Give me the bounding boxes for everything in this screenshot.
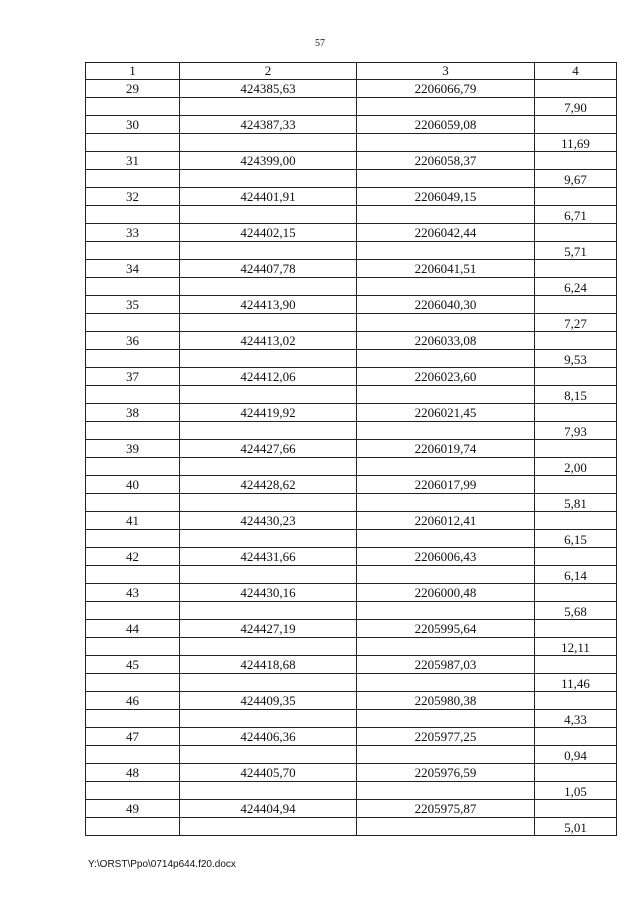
empty-cell <box>357 638 535 656</box>
column-header-4: 4 <box>535 63 617 80</box>
empty-cell <box>180 782 357 800</box>
table-row <box>86 656 617 674</box>
empty-cell <box>86 314 180 332</box>
empty-distance-cell <box>535 260 617 278</box>
empty-cell <box>86 278 180 296</box>
x-coordinate-cell: 424402,15 <box>180 224 357 242</box>
distance-row <box>86 566 617 584</box>
empty-cell <box>357 746 535 764</box>
distance-cell: 12,11 <box>535 638 617 656</box>
empty-cell <box>86 458 180 476</box>
point-number-cell: 48 <box>86 764 180 782</box>
empty-distance-cell <box>535 512 617 530</box>
point-number-cell: 43 <box>86 584 180 602</box>
y-coordinate-cell: 2206058,37 <box>357 152 535 170</box>
y-coordinate-cell: 2206040,30 <box>357 296 535 314</box>
point-number-cell: 49 <box>86 800 180 818</box>
empty-cell <box>357 422 535 440</box>
point-number-cell: 34 <box>86 260 180 278</box>
distance-row <box>86 422 617 440</box>
y-coordinate-cell: 2206033,08 <box>357 332 535 350</box>
empty-distance-cell <box>535 692 617 710</box>
x-coordinate-cell: 424399,00 <box>180 152 357 170</box>
empty-cell <box>86 566 180 584</box>
distance-row <box>86 782 617 800</box>
empty-distance-cell <box>535 116 617 134</box>
empty-cell <box>86 386 180 404</box>
empty-cell <box>86 602 180 620</box>
column-header-1: 1 <box>86 63 180 80</box>
y-coordinate-cell: 2205977,25 <box>357 728 535 746</box>
empty-distance-cell <box>535 224 617 242</box>
table-row <box>86 404 617 422</box>
distance-cell: 4,33 <box>535 710 617 728</box>
empty-distance-cell <box>535 548 617 566</box>
empty-cell <box>86 98 180 116</box>
distance-row <box>86 386 617 404</box>
x-coordinate-cell: 424409,35 <box>180 692 357 710</box>
x-coordinate-cell: 424413,02 <box>180 332 357 350</box>
empty-distance-cell <box>535 80 617 98</box>
distance-row <box>86 350 617 368</box>
x-coordinate-cell: 424419,92 <box>180 404 357 422</box>
x-coordinate-cell: 424418,68 <box>180 656 357 674</box>
empty-cell <box>86 242 180 260</box>
x-coordinate-cell: 424405,70 <box>180 764 357 782</box>
distance-row <box>86 458 617 476</box>
table-row <box>86 620 617 638</box>
empty-cell <box>180 422 357 440</box>
point-number-cell: 41 <box>86 512 180 530</box>
distance-cell: 11,46 <box>535 674 617 692</box>
empty-cell <box>180 98 357 116</box>
distance-cell: 5,81 <box>535 494 617 512</box>
empty-cell <box>86 818 180 836</box>
empty-cell <box>357 206 535 224</box>
empty-cell <box>180 710 357 728</box>
empty-distance-cell <box>535 440 617 458</box>
empty-cell <box>357 242 535 260</box>
point-number-cell: 46 <box>86 692 180 710</box>
distance-cell: 6,15 <box>535 530 617 548</box>
distance-row <box>86 170 617 188</box>
y-coordinate-cell: 2206059,08 <box>357 116 535 134</box>
y-coordinate-cell: 2206012,41 <box>357 512 535 530</box>
distance-row <box>86 746 617 764</box>
point-number-cell: 31 <box>86 152 180 170</box>
point-number-cell: 37 <box>86 368 180 386</box>
distance-cell: 8,15 <box>535 386 617 404</box>
y-coordinate-cell: 2206041,51 <box>357 260 535 278</box>
empty-cell <box>357 494 535 512</box>
distance-cell: 0,94 <box>535 746 617 764</box>
empty-cell <box>180 746 357 764</box>
empty-cell <box>180 674 357 692</box>
empty-cell <box>180 818 357 836</box>
empty-cell <box>180 566 357 584</box>
point-number-cell: 47 <box>86 728 180 746</box>
empty-cell <box>180 458 357 476</box>
table-row <box>86 764 617 782</box>
empty-cell <box>86 494 180 512</box>
empty-cell <box>357 674 535 692</box>
empty-cell <box>357 170 535 188</box>
point-number-cell: 36 <box>86 332 180 350</box>
empty-cell <box>180 530 357 548</box>
x-coordinate-cell: 424412,06 <box>180 368 357 386</box>
empty-cell <box>86 206 180 224</box>
empty-cell <box>357 314 535 332</box>
empty-distance-cell <box>535 152 617 170</box>
table-row <box>86 188 617 206</box>
empty-cell <box>357 782 535 800</box>
point-number-cell: 38 <box>86 404 180 422</box>
empty-distance-cell <box>535 620 617 638</box>
empty-cell <box>86 530 180 548</box>
distance-cell: 6,14 <box>535 566 617 584</box>
empty-cell <box>180 242 357 260</box>
empty-cell <box>86 350 180 368</box>
empty-distance-cell <box>535 296 617 314</box>
distance-row <box>86 638 617 656</box>
empty-cell <box>357 530 535 548</box>
y-coordinate-cell: 2205976,59 <box>357 764 535 782</box>
empty-cell <box>357 278 535 296</box>
table-header-row <box>86 63 617 80</box>
empty-cell <box>180 278 357 296</box>
y-coordinate-cell: 2206006,43 <box>357 548 535 566</box>
empty-cell <box>180 602 357 620</box>
x-coordinate-cell: 424431,66 <box>180 548 357 566</box>
point-number-cell: 45 <box>86 656 180 674</box>
distance-row <box>86 278 617 296</box>
distance-row <box>86 710 617 728</box>
table-row <box>86 332 617 350</box>
point-number-cell: 30 <box>86 116 180 134</box>
distance-row <box>86 134 617 152</box>
y-coordinate-cell: 2206021,45 <box>357 404 535 422</box>
distance-row <box>86 98 617 116</box>
table-row <box>86 584 617 602</box>
table-row <box>86 80 617 98</box>
y-coordinate-cell: 2206000,48 <box>357 584 535 602</box>
empty-cell <box>180 638 357 656</box>
empty-distance-cell <box>535 764 617 782</box>
empty-cell <box>86 170 180 188</box>
distance-row <box>86 314 617 332</box>
empty-cell <box>180 134 357 152</box>
point-number-cell: 33 <box>86 224 180 242</box>
y-coordinate-cell: 2205975,87 <box>357 800 535 818</box>
distance-cell: 6,71 <box>535 206 617 224</box>
empty-distance-cell <box>535 584 617 602</box>
point-number-cell: 35 <box>86 296 180 314</box>
table-row <box>86 368 617 386</box>
distance-cell: 5,68 <box>535 602 617 620</box>
table-row <box>86 800 617 818</box>
footer-file-path: Y:\ORST\Ppo\0714p644.f20.docx <box>88 859 236 870</box>
coordinates-table <box>85 62 617 836</box>
distance-cell: 2,00 <box>535 458 617 476</box>
table-row <box>86 512 617 530</box>
distance-row <box>86 674 617 692</box>
y-coordinate-cell: 2205980,38 <box>357 692 535 710</box>
distance-row <box>86 530 617 548</box>
distance-cell: 9,67 <box>535 170 617 188</box>
empty-cell <box>86 422 180 440</box>
empty-distance-cell <box>535 800 617 818</box>
empty-cell <box>357 602 535 620</box>
x-coordinate-cell: 424430,16 <box>180 584 357 602</box>
distance-cell: 9,53 <box>535 350 617 368</box>
empty-distance-cell <box>535 332 617 350</box>
empty-cell <box>86 782 180 800</box>
distance-cell: 6,24 <box>535 278 617 296</box>
empty-cell <box>357 98 535 116</box>
y-coordinate-cell: 2206017,99 <box>357 476 535 494</box>
empty-cell <box>86 674 180 692</box>
empty-distance-cell <box>535 476 617 494</box>
distance-cell: 5,01 <box>535 818 617 836</box>
empty-cell <box>180 170 357 188</box>
table-row <box>86 692 617 710</box>
empty-distance-cell <box>535 368 617 386</box>
column-header-3: 3 <box>357 63 535 80</box>
empty-cell <box>357 710 535 728</box>
distance-row <box>86 242 617 260</box>
x-coordinate-cell: 424413,90 <box>180 296 357 314</box>
x-coordinate-cell: 424407,78 <box>180 260 357 278</box>
empty-cell <box>86 638 180 656</box>
empty-distance-cell <box>535 656 617 674</box>
distance-cell: 5,71 <box>535 242 617 260</box>
y-coordinate-cell: 2206019,74 <box>357 440 535 458</box>
distance-cell: 7,93 <box>535 422 617 440</box>
table-row <box>86 728 617 746</box>
empty-distance-cell <box>535 188 617 206</box>
distance-row <box>86 494 617 512</box>
x-coordinate-cell: 424385,63 <box>180 80 357 98</box>
y-coordinate-cell: 2206023,60 <box>357 368 535 386</box>
table-row <box>86 224 617 242</box>
empty-cell <box>86 746 180 764</box>
point-number-cell: 39 <box>86 440 180 458</box>
y-coordinate-cell: 2206049,15 <box>357 188 535 206</box>
table-row <box>86 296 617 314</box>
empty-cell <box>180 206 357 224</box>
empty-distance-cell <box>535 404 617 422</box>
x-coordinate-cell: 424428,62 <box>180 476 357 494</box>
point-number-cell: 40 <box>86 476 180 494</box>
empty-cell <box>180 494 357 512</box>
empty-cell <box>357 134 535 152</box>
table-row <box>86 476 617 494</box>
empty-cell <box>180 350 357 368</box>
table-body <box>86 80 617 836</box>
empty-cell <box>357 350 535 368</box>
distance-cell: 11,69 <box>535 134 617 152</box>
x-coordinate-cell: 424430,23 <box>180 512 357 530</box>
x-coordinate-cell: 424401,91 <box>180 188 357 206</box>
distance-row <box>86 602 617 620</box>
x-coordinate-cell: 424427,66 <box>180 440 357 458</box>
empty-distance-cell <box>535 728 617 746</box>
table-row <box>86 548 617 566</box>
empty-cell <box>86 134 180 152</box>
distance-row <box>86 818 617 836</box>
empty-cell <box>357 386 535 404</box>
point-number-cell: 32 <box>86 188 180 206</box>
empty-cell <box>357 818 535 836</box>
y-coordinate-cell: 2205987,03 <box>357 656 535 674</box>
y-coordinate-cell: 2205995,64 <box>357 620 535 638</box>
distance-row <box>86 206 617 224</box>
table-row <box>86 116 617 134</box>
empty-cell <box>357 566 535 584</box>
empty-cell <box>357 458 535 476</box>
table-row <box>86 440 617 458</box>
x-coordinate-cell: 424427,19 <box>180 620 357 638</box>
point-number-cell: 44 <box>86 620 180 638</box>
x-coordinate-cell: 424406,36 <box>180 728 357 746</box>
table-row <box>86 152 617 170</box>
y-coordinate-cell: 2206066,79 <box>357 80 535 98</box>
distance-cell: 7,90 <box>535 98 617 116</box>
y-coordinate-cell: 2206042,44 <box>357 224 535 242</box>
page-number: 57 <box>315 38 325 49</box>
distance-cell: 7,27 <box>535 314 617 332</box>
empty-cell <box>180 386 357 404</box>
point-number-cell: 29 <box>86 80 180 98</box>
empty-cell <box>180 314 357 332</box>
empty-cell <box>86 710 180 728</box>
column-header-2: 2 <box>180 63 357 80</box>
distance-cell: 1,05 <box>535 782 617 800</box>
x-coordinate-cell: 424387,33 <box>180 116 357 134</box>
x-coordinate-cell: 424404,94 <box>180 800 357 818</box>
table-row <box>86 260 617 278</box>
point-number-cell: 42 <box>86 548 180 566</box>
